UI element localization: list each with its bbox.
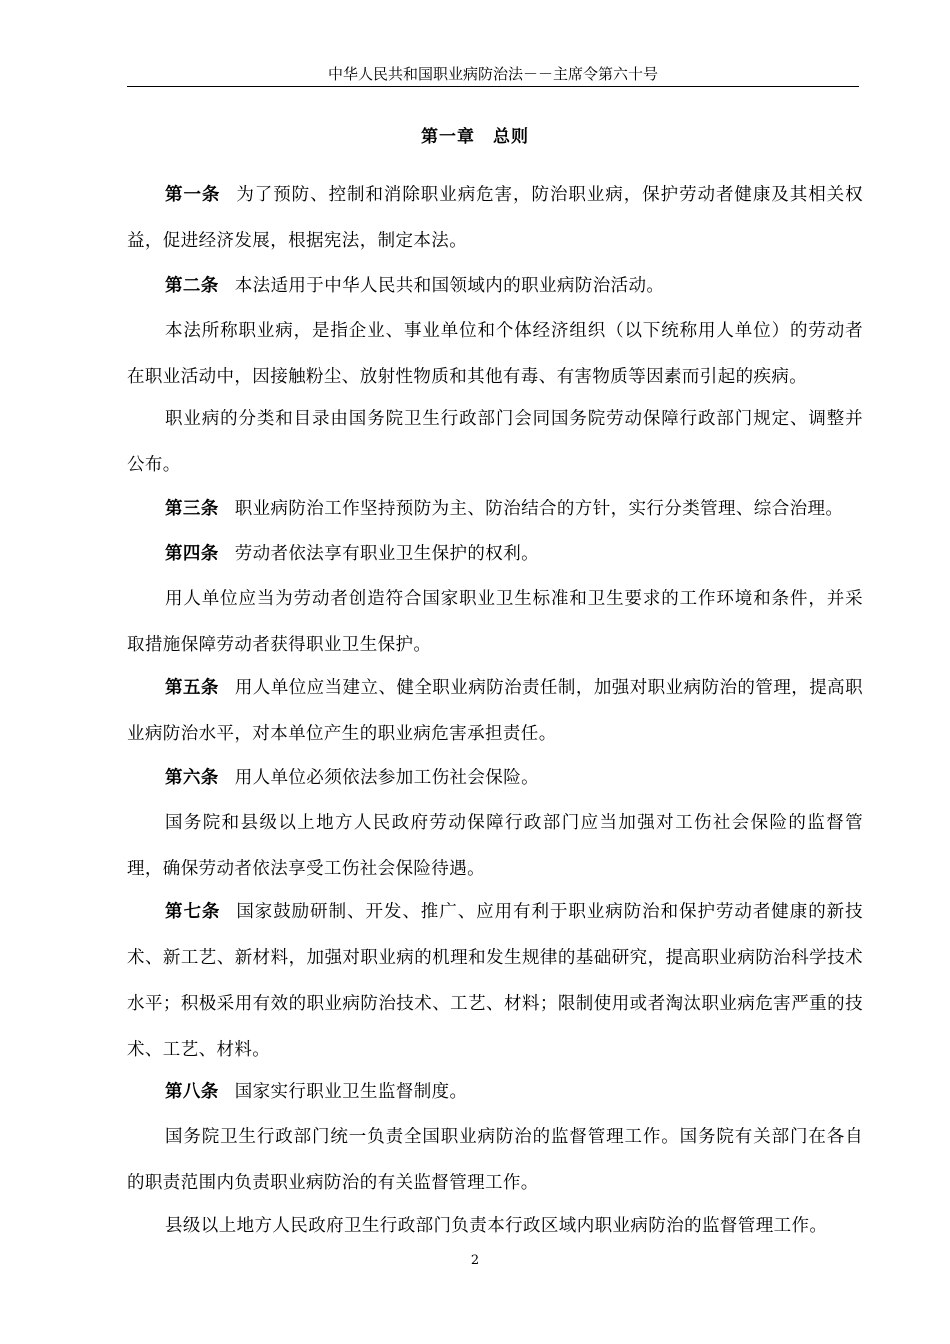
article-label: 第五条 [165, 678, 219, 698]
page-header-title: 中华人民共和国职业病防治法－－主席令第六十号 [327, 65, 658, 83]
article-text: 劳动者依法享有职业卫生保护的权利。 [234, 544, 540, 564]
article-text: 本法适用于中华人民共和国领域内的职业病防治活动。 [234, 276, 665, 296]
article-text: 用人单位必须依法参加工伤社会保险。 [234, 768, 540, 788]
article-text: 职业病的分类和目录由国务院卫生行政部门会同国务院劳动保障行政部门规定、调整并公布。 [127, 409, 863, 475]
article-paragraph [127, 1114, 863, 1206]
article-label: 第二条 [165, 276, 219, 296]
article-text: 国务院卫生行政部门统一负责全国职业病防治的监督管理工作。国务院有关部门在各自的职责范围内负责职业病防治的有关监督管理工作。 [127, 1127, 863, 1193]
article-paragraph [127, 576, 863, 668]
article-label: 第一条 [165, 185, 221, 205]
article-paragraph [127, 665, 863, 757]
article-paragraph [127, 800, 863, 892]
header-divider [127, 86, 859, 87]
article-label: 第四条 [165, 544, 219, 564]
article-paragraph [127, 889, 863, 1073]
chapter-name: 总则 [493, 127, 529, 147]
article-text: 职业病防治工作坚持预防为主、防治结合的方针，实行分类管理、综合治理。 [234, 499, 844, 519]
chapter-heading [0, 122, 950, 147]
article-text: 国家实行职业卫生监督制度。 [234, 1082, 468, 1102]
article-text: 县级以上地方人民政府卫生行政部门负责本行政区域内职业病防治的监督管理工作。 [165, 1216, 828, 1236]
article-paragraph [127, 531, 863, 577]
article-label: 第八条 [165, 1082, 219, 1102]
article-text: 国务院和县级以上地方人民政府劳动保障行政部门应当加强对工伤社会保险的监督管理，确保劳动者依法享受工伤社会保险待遇。 [127, 813, 863, 879]
article-label: 第六条 [165, 768, 219, 788]
article-text: 用人单位应当建立、健全职业病防治责任制，加强对职业病防治的管理，提高职业病防治水平，对本单位产生的职业病危害承担责任。 [127, 678, 864, 744]
article-paragraph [127, 263, 863, 309]
article-paragraph [127, 396, 863, 488]
article-text: 本法所称职业病，是指企业、事业单位和个体经济组织（以下统称用人单位）的劳动者在职业活动中，因接触粉尘、放射性物质和其他有毒、有害物质等因素而引起的疾病。 [127, 321, 863, 387]
article-paragraph [127, 755, 863, 801]
article-paragraph [127, 1203, 863, 1249]
article-paragraph [127, 308, 863, 400]
article-text: 国家鼓励研制、开发、推广、应用有利于职业病防治和保护劳动者健康的新技术、新工艺、新材料，加强对职业病的机理和发生规律的基础研究，提高职业病防治科学技术水平；积极采用有效的职业病防治技术、工艺、材料；限制使用或者淘汰职业病危害严重的技术、工艺、材料。 [127, 902, 863, 1060]
article-paragraph [127, 486, 863, 532]
article-paragraph [127, 172, 863, 264]
chapter-number: 第一章 [421, 127, 475, 147]
article-label: 第七条 [165, 902, 221, 922]
article-text: 用人单位应当为劳动者创造符合国家职业卫生标准和卫生要求的工作环境和条件，并采取措施保障劳动者获得职业卫生保护。 [127, 589, 863, 655]
article-label: 第三条 [165, 499, 219, 519]
article-text: 为了预防、控制和消除职业病危害，防治职业病，保护劳动者健康及其相关权益，促进经济发展，根据宪法，制定本法。 [127, 185, 863, 251]
article-paragraph [127, 1069, 863, 1115]
page-number: 2 [470, 1253, 480, 1268]
